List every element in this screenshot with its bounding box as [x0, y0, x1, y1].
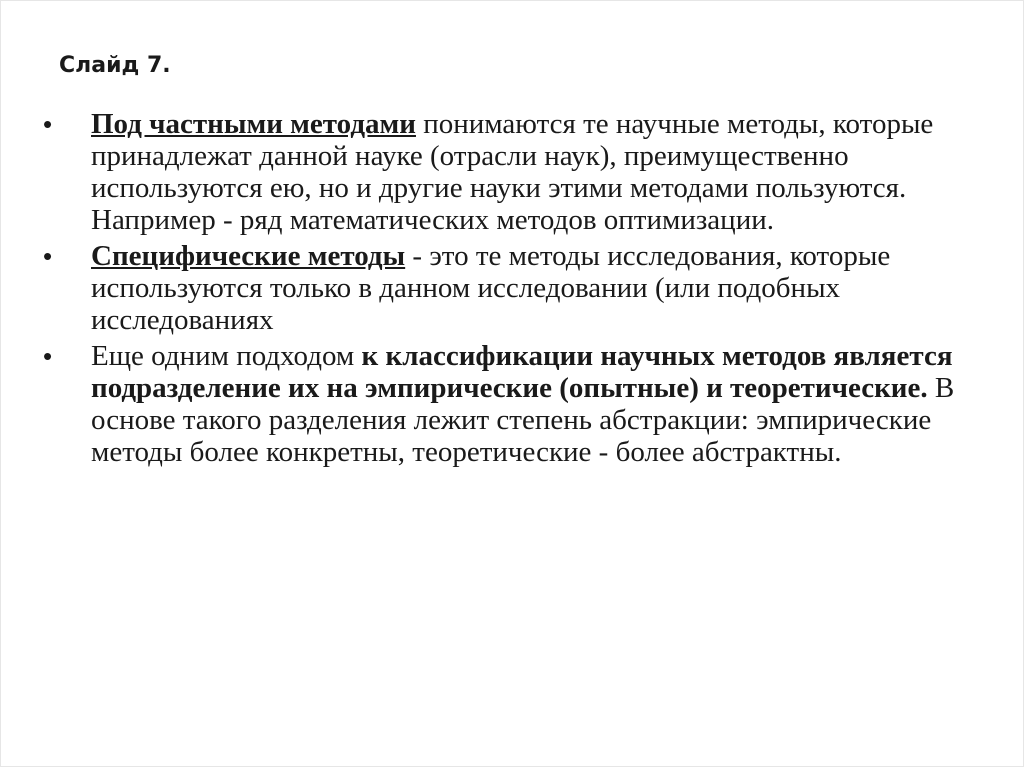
item-text-intro: Еще одним подходом [91, 340, 362, 372]
list-item [43, 340, 963, 468]
term-specific-methods: Специфические методы [91, 240, 406, 272]
item-text: В основе такого разделения лежит степень абстракции: эмпирические методы более конкретны, теоретические - более абстрактны. [91, 372, 955, 468]
item-text-emphasis: к классификации научных методов является подразделение их на эмпирические (опытные) и теоретические. [91, 340, 953, 404]
list-item [43, 108, 963, 236]
bullet-icon: • [43, 341, 53, 371]
list-item [43, 240, 963, 336]
term-particular-methods: Под частными методами [91, 108, 416, 140]
bullet-list [43, 108, 963, 472]
bullet-icon: • [43, 241, 53, 271]
item-text: - это те методы исследования, которые используются только в данном исследовании (или подобных исследованиях [91, 240, 891, 336]
slide-title: Слайд 7. [59, 53, 171, 78]
bullet-icon: • [43, 109, 53, 139]
item-text: понимаются те научные методы, которые принадлежат данной науке (отрасли наук), преимущественно используются ею, но и другие науки этими методами пользуются. Например - ряд математических методов оптимизации. [91, 108, 934, 236]
